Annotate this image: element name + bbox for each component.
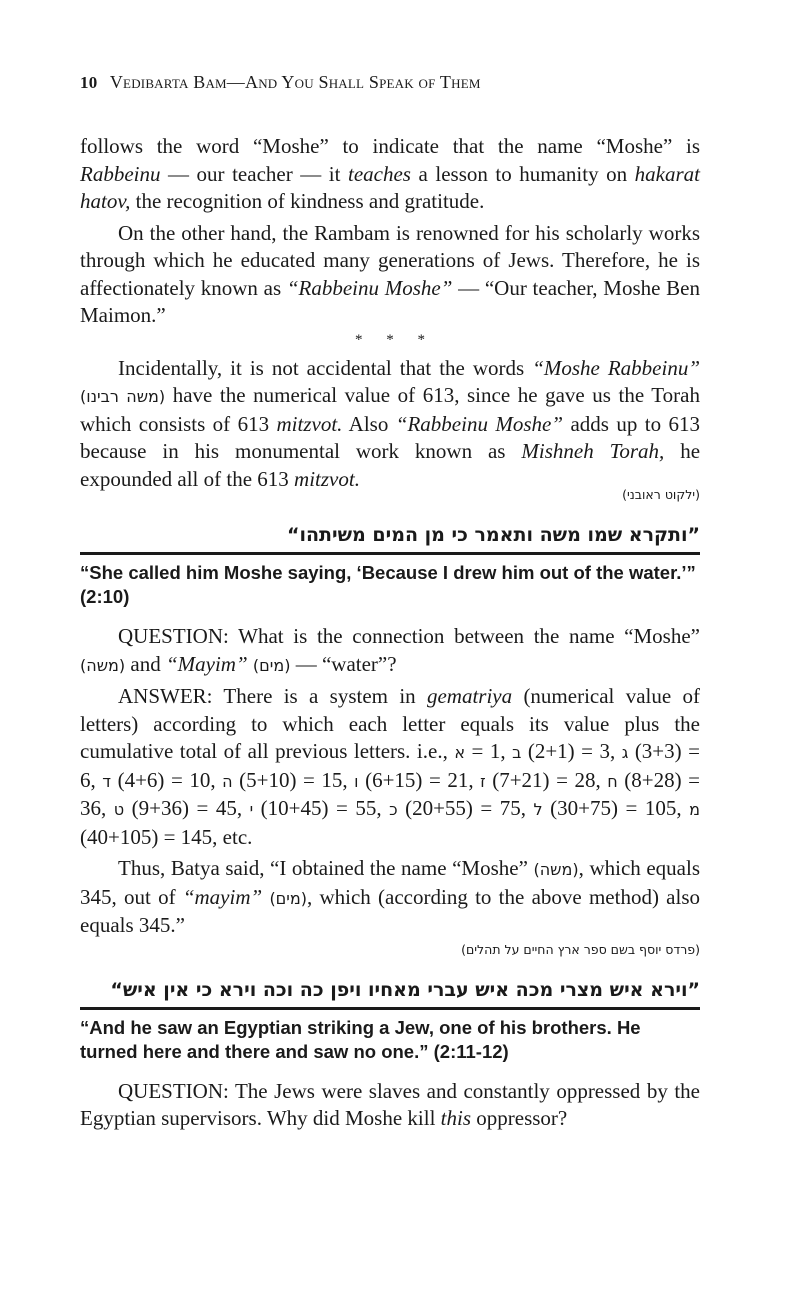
paragraph-moshe-rabbeinu (80, 133, 700, 216)
hebrew-letter: ו (354, 771, 359, 791)
text-run: — “water”? (290, 651, 397, 676)
hebrew-letter: ז (480, 771, 486, 791)
text-run: the recognition of kindness and gratitude. (130, 189, 485, 213)
text-run: (3+3) = 6, (80, 739, 700, 792)
paragraph-613 (80, 355, 700, 494)
italic-run: “mayim” (182, 884, 263, 909)
text-run: (10+45) = 55, (253, 796, 390, 820)
hebrew-letter: ל (533, 800, 543, 819)
text-run: (numerical value of letters) according to which each letter equals its value plus the cumulative total of all previous letters. i.e., (80, 684, 700, 763)
text-run: — our teacher — it (160, 161, 348, 186)
text-run: = 1, (465, 739, 513, 763)
verse-heading-hebrew: ”וירא איש מצרי מכה איש עברי מאחיו ויפן כה וכה וירא כי אין איש“ (80, 979, 700, 1010)
hebrew-letter: א (454, 743, 466, 762)
text-run: (5+10) = 15, (232, 767, 355, 792)
hebrew-letter: ג (621, 743, 629, 762)
italic-run: teaches (347, 161, 411, 186)
text-run: On the other hand, the Rambam is renowned for his scholarly works through which he educated many generations of Jews. Therefore, he is affectionately known as (80, 220, 700, 300)
running-head (80, 72, 700, 93)
hebrew-run: (משה) (80, 655, 126, 675)
hebrew-run: (משה רבינו) (80, 387, 166, 406)
section-separator: * * * (355, 331, 435, 348)
hebrew-letter: כ (389, 800, 398, 819)
italic-run: “Moshe Rabbeinu” (532, 355, 701, 380)
italic-run: mitzvot. (294, 466, 360, 491)
paragraph-answer (80, 683, 700, 851)
text-run: adds up to 613 because in his monumental work known as (80, 411, 701, 463)
text-run: ANSWER: There is a system in (118, 684, 427, 708)
page-number: 10 (80, 73, 98, 92)
italic-run: “Mayim” (165, 651, 248, 676)
text-run: (9+36) = 45, (124, 796, 250, 820)
hebrew-run: (מים) (252, 655, 291, 675)
hebrew-letter: ט (113, 800, 125, 819)
hebrew-letter: מ (689, 800, 700, 819)
verse-heading-english: “She called him Moshe saying, ‘Because I drew him out of the water.’” (2:10) (80, 562, 696, 607)
italic-run: “Rabbeinu Moshe” (395, 411, 564, 436)
text-run: he expounded all of the 613 (80, 439, 701, 491)
source-citation: (ילקוט ראובני) (622, 487, 700, 502)
text-run: QUESTION: What is the connection between the name “Moshe” (118, 624, 700, 648)
text-run: , which equals 345, out of (80, 856, 700, 909)
verse-heading-english: “And he saw an Egyptian striking a Jew, one of his brothers. He turned here and there and saw no one.” (2:11-12) (80, 1016, 641, 1062)
italic-run: gematriya (426, 684, 513, 708)
text-run: a lesson to humanity on (410, 161, 635, 186)
running-title: Vedibarta Bam—And You Shall Speak of Them (109, 72, 481, 92)
text-run: (4+6) = 10, (111, 767, 223, 792)
text-run: (6+15) = 21, (358, 767, 481, 792)
paragraph-question (80, 623, 700, 679)
italic-run: “Rabbeinu Moshe” (286, 275, 453, 300)
text-run: (20+55) = 75, (397, 796, 534, 820)
text-run: have the numerical value of 613, since he gave us the Torah which consists of 613 (80, 383, 700, 436)
italic-run: hakarat hatov, (80, 161, 700, 213)
italic-run: Rabbeinu (80, 161, 161, 186)
text-run: follows the word “Moshe” to indicate that the name “Moshe” is (80, 134, 700, 158)
hebrew-letter: ד (102, 771, 112, 791)
text-run: (2+1) = 3, (521, 739, 622, 763)
text-run: and (125, 651, 166, 676)
hebrew-letter: ה (222, 771, 233, 791)
text-run: QUESTION: The Jews were slaves and constantly oppressed by the Egyptian supervisors. Why did Moshe kill (80, 1078, 700, 1130)
text-run: oppressor? (471, 1106, 568, 1130)
text-run: (7+21) = 28, (485, 767, 608, 792)
paragraph-batya (80, 855, 700, 940)
text-run: — “Our teacher, Moshe Ben Maimon.” (80, 275, 700, 327)
italic-run: Mishneh Torah, (521, 439, 665, 463)
text-run: Thus, Batya said, “I obtained the name “Moshe” (118, 856, 534, 880)
text-run: (40+105) = 145, etc. (80, 824, 253, 849)
hebrew-run: (מים) (269, 888, 307, 908)
book-page (80, 72, 700, 1133)
hebrew-run: (משה) (533, 860, 579, 879)
text-run: , which (according to the above method) also equals 345.” (80, 884, 701, 937)
text-run: (8+28) = 36, (80, 767, 700, 820)
hebrew-letter: י (249, 800, 254, 819)
hebrew-letter: ח (607, 771, 618, 791)
hebrew-letter: ב (512, 743, 522, 762)
italic-run: this (440, 1106, 472, 1130)
italic-run: mitzvot. (276, 411, 343, 436)
paragraph-rambam (80, 220, 700, 330)
text-run: Also (342, 411, 396, 436)
text-run: (30+75) = 105, (542, 796, 690, 820)
text-run: Incidentally, it is not accidental that the words (118, 355, 533, 380)
source-citation: (פרדס יוסף בשם ספר ארץ החיים על תהלים) (461, 941, 700, 957)
verse-heading-hebrew: ”ותקרא שמו משה ותאמר כי מן המים משיתהו“ (80, 524, 700, 555)
paragraph-question (80, 1078, 700, 1133)
